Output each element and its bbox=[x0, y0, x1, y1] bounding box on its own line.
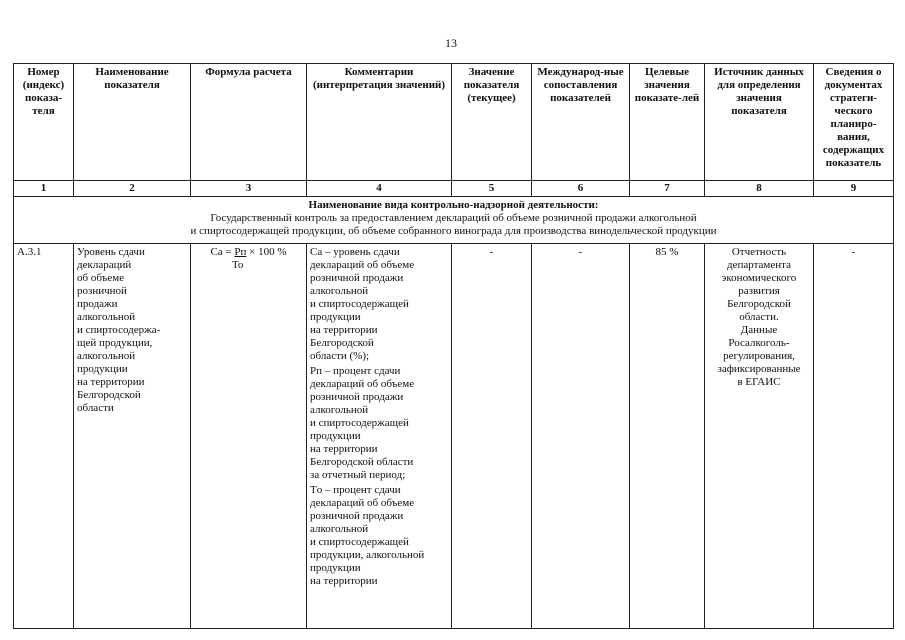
column-header: Источник данных для определения значения показателя bbox=[705, 64, 814, 181]
section-line-2: и спиртосодержащей продукции, об объеме собранного винограда для производства винодельческой продукции bbox=[190, 225, 717, 237]
column-number: 9 bbox=[814, 181, 894, 197]
target-value: 85 % bbox=[630, 244, 705, 629]
indicator-name-line: об объеме bbox=[77, 272, 125, 284]
section-title: Наименование вида контрольно-надзорной деятельности: bbox=[308, 199, 599, 211]
data-source-line: департамента bbox=[727, 259, 791, 271]
column-number: 3 bbox=[191, 181, 307, 197]
comment-line: и спиртосодержащей bbox=[310, 298, 409, 310]
comment-line: области (%); bbox=[310, 350, 370, 362]
comment-line: деклараций об объеме bbox=[310, 378, 415, 390]
indicator-name-line: розничной bbox=[77, 285, 127, 297]
comment-block bbox=[310, 365, 448, 482]
data-source-line: Белгородской bbox=[727, 298, 791, 310]
comment-line: Cа – уровень сдачи bbox=[310, 246, 400, 258]
comment-line: продукции bbox=[310, 562, 361, 574]
international-comparison: - bbox=[532, 244, 630, 629]
comment-line: продукции, алкогольной bbox=[310, 549, 425, 561]
data-source-line: Росалкоголь- bbox=[728, 337, 790, 349]
data-source-line: в ЕГАИС bbox=[737, 376, 781, 388]
indicator-name-line: Уровень сдачи bbox=[77, 246, 145, 258]
indicator-index: А.3.1 bbox=[14, 244, 74, 629]
column-number: 4 bbox=[307, 181, 452, 197]
data-source-line: Отчетность bbox=[731, 246, 787, 258]
data-source-line: Данные bbox=[740, 324, 778, 336]
comment-line: продукции bbox=[310, 311, 361, 323]
comment-line: алкогольной bbox=[310, 285, 369, 297]
table-row bbox=[14, 244, 894, 629]
indicator-name-line: Белгородской bbox=[77, 389, 141, 401]
column-header: Целевые значения показате-лей bbox=[630, 64, 705, 181]
comment-line: алкогольной bbox=[310, 523, 369, 535]
column-header: Формула расчета bbox=[191, 64, 307, 181]
comment-line: розничной продажи bbox=[310, 391, 404, 403]
indicator-name-line: алкогольной bbox=[77, 311, 136, 323]
comment-block bbox=[310, 246, 448, 363]
header-row bbox=[14, 64, 894, 181]
strategic-documents: - bbox=[814, 244, 894, 629]
formula-cell bbox=[191, 244, 307, 629]
indicators-table bbox=[13, 63, 894, 629]
column-header: Сведения о документах стратеги-ческого планиро-вания, содержащих показатель bbox=[814, 64, 894, 181]
formula-rest: × 100 % bbox=[246, 246, 287, 258]
comment-line: Рп – процент сдачи bbox=[310, 365, 401, 377]
indicator-name bbox=[74, 244, 191, 629]
page-number: 13 bbox=[445, 36, 457, 50]
comment-line: и спиртосодержащей bbox=[310, 536, 409, 548]
indicator-name-line: алкогольной bbox=[77, 350, 136, 362]
indicator-name-line: деклараций bbox=[77, 259, 132, 271]
column-header: Международ-ные сопоставления показателей bbox=[532, 64, 630, 181]
data-source-line: регулирования, bbox=[723, 350, 795, 362]
indicator-name-line: области bbox=[77, 402, 114, 414]
column-number: 7 bbox=[630, 181, 705, 197]
column-number: 1 bbox=[14, 181, 74, 197]
column-header: Номер (индекс) показа-теля bbox=[14, 64, 74, 181]
data-source bbox=[705, 244, 814, 629]
column-header: Значение показателя (текущее) bbox=[452, 64, 532, 181]
column-number: 2 bbox=[74, 181, 191, 197]
comment-line: деклараций об объеме bbox=[310, 259, 415, 271]
section-row bbox=[14, 197, 894, 244]
comment-line: Белгородской области bbox=[310, 456, 414, 468]
comment-line: розничной продажи bbox=[310, 510, 404, 522]
data-source-line: экономического bbox=[721, 272, 797, 284]
column-number: 8 bbox=[705, 181, 814, 197]
comment-line: продукции bbox=[310, 430, 361, 442]
section-line-1: Государственный контроль за предоставлением деклараций об объеме розничной продажи алкогольной bbox=[210, 212, 697, 224]
current-value: - bbox=[452, 244, 532, 629]
indicator-name-line: щей продукции, bbox=[77, 337, 153, 349]
formula-denominator: То bbox=[232, 259, 244, 271]
column-number: 6 bbox=[532, 181, 630, 197]
formula-lhs: Cа = bbox=[210, 246, 235, 258]
section-cell bbox=[14, 197, 894, 244]
formula-numerator: Рп bbox=[234, 246, 247, 258]
indicator-name-line: и спиртосодержа- bbox=[77, 324, 161, 336]
data-source-line: развития bbox=[738, 285, 780, 297]
comment-line: деклараций об объеме bbox=[310, 497, 415, 509]
column-number: 5 bbox=[452, 181, 532, 197]
column-header: Наименование показателя bbox=[74, 64, 191, 181]
comment-line: Tо – процент сдачи bbox=[310, 484, 401, 496]
comment-line: розничной продажи bbox=[310, 272, 404, 284]
comment-line: за отчетный период; bbox=[310, 469, 406, 481]
column-number-row bbox=[14, 181, 894, 197]
data-source-line: области. bbox=[739, 311, 779, 323]
column-header: Комментарии (интерпретация значений) bbox=[307, 64, 452, 181]
comment-cell bbox=[307, 244, 452, 629]
indicator-name-line: продукции bbox=[77, 363, 128, 375]
comment-line: алкогольной bbox=[310, 404, 369, 416]
comment-block bbox=[310, 484, 448, 588]
comment-line: на территории bbox=[310, 324, 378, 336]
data-source-line: зафиксированные bbox=[717, 363, 801, 375]
indicator-name-line: продажи bbox=[77, 298, 118, 310]
indicator-name-line: на территории bbox=[77, 376, 145, 388]
comment-line: на территории bbox=[310, 443, 378, 455]
comment-line: и спиртосодержащей bbox=[310, 417, 409, 429]
comment-line: на территории bbox=[310, 575, 378, 587]
comment-line: Белгородской bbox=[310, 337, 374, 349]
